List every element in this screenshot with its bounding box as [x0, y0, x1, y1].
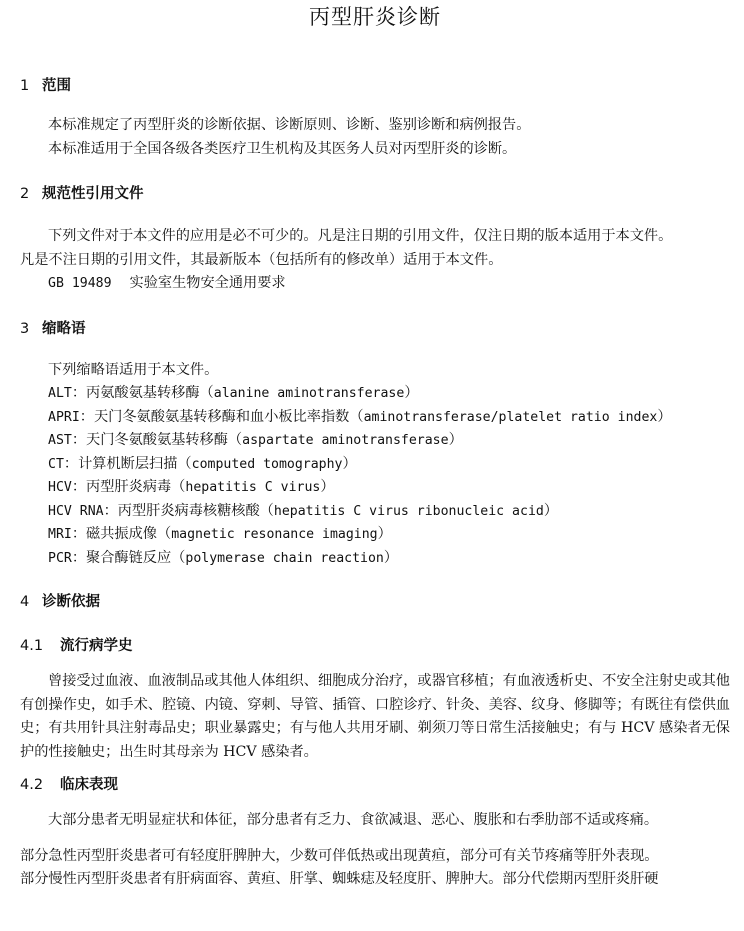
abbreviation-item: ALT：丙氨酸氨基转移酶（alanine aminotransferase） — [48, 385, 419, 401]
abbreviation-item: AST：天门冬氨酸氨基转移酶（aspartate aminotransferase） — [48, 432, 463, 448]
abbreviation-zh: 计算机断层扫描 — [78, 455, 178, 472]
subsection-title: 临床表现 — [60, 777, 118, 793]
reference-title: 实验室生物安全通用要求 — [129, 275, 286, 291]
paragraph: 下列缩略语适用于本文件。 — [48, 361, 219, 378]
reference-code: GB 19489 — [48, 276, 112, 291]
abbreviation-zh: 丙型肝炎病毒 — [86, 479, 172, 495]
paragraph: 本标准规定了丙型肝炎的诊断依据、诊断原则、诊断、鉴别诊断和病例报告。 — [48, 117, 531, 133]
section-4-heading — [20, 591, 730, 613]
section-3-heading — [20, 318, 730, 340]
paragraph: 本标准适用于全国各级各类医疗卫生机构及其医务人员对丙型肝炎的诊断。 — [48, 140, 517, 157]
document-page — [0, 2, 744, 931]
abbreviation: CT — [48, 456, 64, 472]
section-number: 2 — [20, 186, 30, 202]
abbreviation: HCV RNA — [48, 503, 104, 519]
subsection-title: 流行病学史 — [60, 638, 133, 654]
abbreviation-en: alanine aminotransferase — [213, 386, 405, 401]
subsection-number: 4.2 — [20, 777, 44, 793]
abbreviation-zh: 丙型肝炎病毒核糖核酸 — [117, 502, 260, 519]
abbreviation: MRI — [48, 527, 72, 542]
abbreviation-item: APRI：天门冬氨酸氨基转移酶和血小板比率指数（aminotransferase/platelet ratio index） — [48, 408, 672, 425]
abbreviation-item: MRI：磁共振成像（magnetic resonance imaging） — [48, 526, 392, 542]
subsection-4-1-heading — [20, 635, 730, 657]
abbreviation-zh: 丙氨酸氨基转移酶 — [86, 385, 200, 401]
abbreviation: PCR — [48, 550, 72, 566]
abbreviation-en: polymerase chain reaction — [185, 550, 384, 566]
section-number: 3 — [20, 320, 30, 337]
abbreviation-en: magnetic resonance imaging — [171, 527, 378, 542]
abbreviation-item: HCV：丙型肝炎病毒（hepatitis C virus） — [48, 479, 335, 495]
paragraph: 部分慢性丙型肝炎患者有肝病面容、黄疸、肝掌、蜘蛛痣及轻度肝、脾肿大。部分代偿期丙型肝炎肝硬 — [20, 871, 659, 887]
abbreviation-zh: 磁共振成像 — [86, 526, 157, 542]
abbreviation-en: aminotransferase/platelet ratio index — [363, 409, 658, 425]
paragraph: 凡是不注日期的引用文件，其最新版本（包括所有的修改单）适用于本文件。 — [20, 251, 503, 268]
abbreviation-item: HCV RNA：丙型肝炎病毒核糖核酸（hepatitis C virus ribonucleic acid） — [48, 502, 559, 519]
abbreviation-en: computed tomography — [191, 456, 343, 472]
section-title: 规范性引用文件 — [42, 186, 144, 202]
abbreviation-zh: 天门冬氨酸氨基转移酶和血小板比率指数 — [93, 408, 350, 425]
subsection-number: 4.1 — [20, 638, 44, 654]
abbreviation: APRI — [48, 409, 80, 425]
section-title: 缩略语 — [42, 320, 86, 337]
reference-item — [20, 272, 730, 296]
document-title: 丙型肝炎诊断 — [309, 5, 441, 29]
paragraph: 下列文件对于本文件的应用是必不可少的。凡是注日期的引用文件，仅注日期的版本适用于本文件。 — [48, 228, 673, 244]
abbreviation-en: hepatitis C virus ribonucleic acid — [273, 503, 544, 519]
abbreviation-list — [20, 382, 730, 570]
abbreviation-item: PCR：聚合酶链反应（polymerase chain reaction） — [48, 549, 399, 566]
abbreviation-en: hepatitis C virus — [185, 480, 321, 495]
abbreviation-en: aspartate aminotransferase — [242, 433, 449, 448]
section-title: 诊断依据 — [42, 594, 100, 610]
paragraph: 大部分患者无明显症状和体征，部分患者有乏力、食欲减退、恶心、腹胀和右季肋部不适或疼痛。 — [48, 812, 659, 828]
section-number: 4 — [20, 594, 30, 610]
paragraph: 曾接受过血液、血液制品或其他人体组织、细胞成分治疗，或器官移植；有血液透析史、不安全注射史或其他有创操作史，如手术、腔镜、内镜、穿刺、导管、插管、口腔诊疗、针灸、美容、纹身、修脚等；有既往有偿供血史；有共用针具注射毒品史；职业暴露史；有与他人共用牙刷、剃须刀等日常生活接触史；有与 HCV 感染者无保护的性接触史；出生时其母亲为 HCV 感染者。 — [20, 673, 730, 760]
subsection-4-2-heading — [20, 774, 730, 796]
abbreviation: HCV — [48, 480, 72, 495]
section-number: 1 — [20, 78, 30, 94]
abbreviation: ALT — [48, 386, 72, 401]
abbreviation-zh: 聚合酶链反应 — [86, 549, 172, 566]
abbreviation-item: CT：计算机断层扫描（computed tomography） — [48, 455, 357, 472]
abbreviation: AST — [48, 433, 72, 448]
section-title: 范围 — [42, 78, 71, 94]
abbreviation-zh: 天门冬氨酸氨基转移酶 — [86, 432, 228, 448]
section-1-heading — [20, 75, 730, 97]
section-2-heading — [20, 183, 730, 205]
paragraph: 部分急性丙型肝炎患者可有轻度肝脾肿大，少数可伴低热或出现黄疸，部分可有关节疼痛等肝外表现。 — [20, 847, 659, 864]
